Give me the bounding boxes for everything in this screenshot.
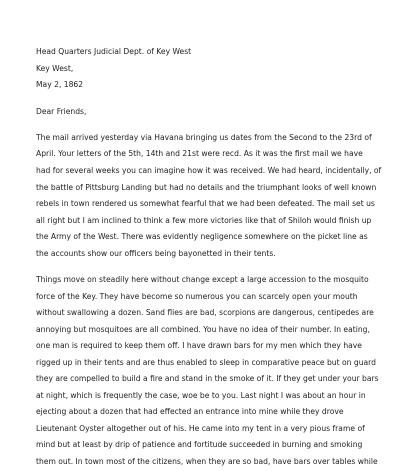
paragraph-1-line: all right but I am inclined to think a few more victories like that of Shiloh would finish up [36,216,372,225]
paragraph-2-line: rigged up in their tents and are thus enabled to sleep in comparative peace but on guard [36,358,376,367]
letter-salutation: Dear Friends, [36,107,87,116]
paragraph-2-line: at night, which is frequently the case, woe be to you. Last night I was about an hour in [36,391,366,400]
letter-heading-line: Key West, [36,64,74,73]
letter-date: May 2, 1862 [36,80,84,89]
paragraph-2-line: annoying but mosquitoes are all combined. You have no idea of their number. In eating, [36,325,370,334]
paragraph-1-line: the battle of Pittsburg Landing but had no details and the triumphant looks of well known [36,183,377,192]
paragraph-1-line: April. Your letters of the 5th, 14th and 21st were recd. As it was the first mail we have [36,149,363,158]
paragraph-2-line: mind but at least by drip of patience and fortitude succeeded in burning and smoking [36,440,363,449]
paragraph-1-line: The mail arrived yesterday via Havana bringing us dates from the Second to the 23rd of [36,133,372,142]
paragraph-1-line: rebels in town rendered us somewhat fearful that we had been defeated. The mail set us [36,199,375,208]
letter-heading-line: Head Quarters Judicial Dept. of Key West [36,47,192,56]
paragraph-2-line: they are compelled to build a fire and stand in the smoke of it. If they get under your bars [36,374,379,383]
paragraph-2-line: ejecting about a dozen that had effected an entrance into mine while they drove [36,407,344,416]
paragraph-2-line: Lieutenant Oyster altogether out of his. He came into my tent in a very pious frame of [36,424,365,433]
paragraph-2-line: without swallowing a dozen. Sand flies are bad, scorpions are dangerous, centipedes are [36,308,374,317]
paragraph-2-line: them out. In town most of the citizens, when they are so bad, have bars over tables while [36,457,378,466]
paragraph-2-line: Things move on steadily here without change except a large accession to the mosquito [36,275,369,284]
paragraph-1-line: the Army of the West. There was evidently negligence somewhere on the picket line as [36,232,368,241]
paragraph-2-line: force of the Key. They have become so numerous you can scarcely open your mouth [36,292,358,301]
paragraph-1-line: had for several weeks you can imagine how it was received. We had heard, incidentally, of [36,166,382,175]
paragraph-1-line: the accounts show our officers being bayonetted in their tents. [36,249,276,258]
paragraph-2-line: one man is required to keep them off. I have drawn bars for my men which they have [36,341,362,350]
